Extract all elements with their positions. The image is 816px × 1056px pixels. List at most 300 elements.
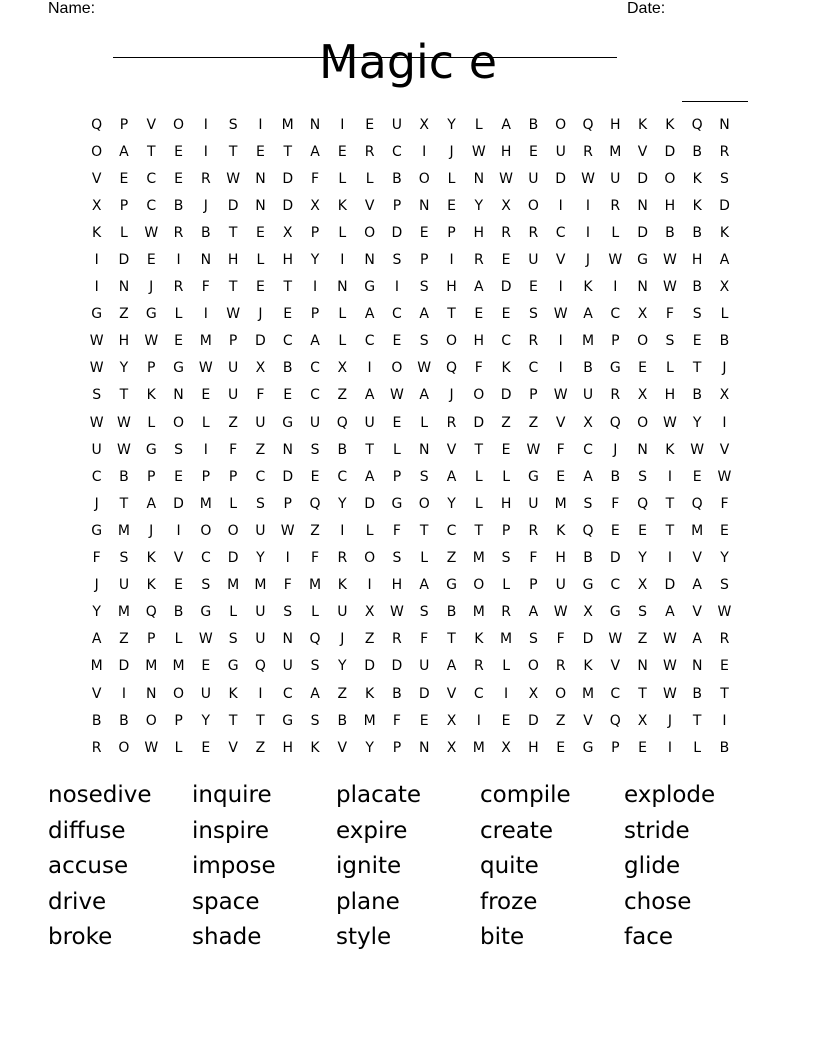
grid-letter[interactable]: E [310, 468, 320, 485]
grid-letter[interactable]: V [719, 441, 730, 458]
grid-letter[interactable]: S [228, 631, 238, 648]
grid-letter[interactable]: J [613, 441, 618, 458]
grid-letter[interactable]: X [501, 739, 511, 756]
grid-letter[interactable]: A [692, 577, 702, 594]
grid-letter[interactable]: I [722, 414, 727, 431]
grid-letter[interactable]: N [418, 739, 430, 756]
grid-letter[interactable]: I [585, 197, 591, 214]
grid-letter[interactable]: D [282, 170, 294, 187]
grid-letter[interactable]: F [720, 495, 729, 512]
grid-letter[interactable]: R [610, 197, 621, 214]
grid-letter[interactable]: D [282, 468, 294, 485]
grid-letter[interactable]: I [394, 279, 399, 296]
grid-letter[interactable]: C [337, 468, 348, 485]
grid-letter[interactable]: E [174, 577, 183, 594]
grid-letter[interactable]: Q [609, 414, 621, 431]
grid-letter[interactable]: Q [691, 116, 703, 133]
grid-letter[interactable]: A [364, 468, 375, 485]
grid-letter[interactable]: M [472, 604, 485, 621]
grid-letter[interactable]: D [637, 224, 648, 241]
grid-letter[interactable]: Q [309, 495, 321, 512]
grid-letter[interactable]: W [198, 631, 213, 648]
grid-letter[interactable]: P [611, 739, 620, 756]
grid-letter[interactable]: B [719, 739, 730, 756]
grid-letter[interactable]: I [312, 279, 318, 296]
grid-letter[interactable]: L [420, 550, 429, 567]
grid-letter[interactable]: Y [474, 197, 484, 214]
grid-letter[interactable]: K [637, 116, 648, 133]
grid-letter[interactable]: I [667, 739, 672, 756]
grid-letter[interactable]: L [665, 360, 674, 377]
grid-letter[interactable]: M [145, 658, 158, 675]
grid-letter[interactable]: H [500, 143, 512, 160]
grid-letter[interactable]: X [637, 712, 648, 729]
grid-letter[interactable]: V [364, 197, 375, 214]
grid-letter[interactable]: W [662, 252, 677, 269]
grid-letter[interactable]: J [449, 143, 454, 160]
grid-letter[interactable]: U [255, 631, 266, 648]
grid-letter[interactable]: E [283, 306, 293, 323]
grid-letter[interactable]: E [556, 739, 566, 756]
grid-letter[interactable]: M [172, 658, 185, 675]
grid-letter[interactable]: O [473, 387, 485, 404]
grid-letter[interactable]: O [527, 197, 539, 214]
grid-letter[interactable]: L [229, 495, 238, 512]
grid-letter[interactable]: N [255, 197, 266, 214]
grid-letter[interactable]: P [392, 197, 402, 214]
grid-letter[interactable]: R [200, 170, 211, 187]
grid-letter[interactable]: M [472, 550, 485, 567]
grid-letter[interactable]: D [282, 197, 294, 214]
grid-letter[interactable]: F [529, 550, 538, 567]
grid-letter[interactable]: V [446, 685, 457, 702]
grid-letter[interactable]: L [420, 414, 429, 431]
grid-letter[interactable]: M [90, 658, 103, 675]
grid-letter[interactable]: S [501, 550, 511, 567]
grid-letter[interactable]: R [173, 224, 184, 241]
grid-letter[interactable]: P [201, 468, 211, 485]
grid-letter[interactable]: X [364, 604, 375, 621]
grid-letter[interactable]: U [228, 387, 239, 404]
grid-letter[interactable]: G [282, 414, 294, 431]
grid-letter[interactable]: L [201, 414, 210, 431]
grid-letter[interactable]: U [528, 495, 539, 512]
grid-letter[interactable]: Z [528, 414, 539, 431]
grid-letter[interactable]: S [638, 604, 648, 621]
grid-letter[interactable]: L [502, 468, 510, 485]
grid-letter[interactable]: W [553, 387, 568, 404]
grid-letter[interactable]: R [446, 414, 457, 431]
grid-letter[interactable]: E [638, 739, 648, 756]
grid-letter[interactable]: J [340, 631, 345, 648]
grid-letter[interactable]: D [391, 224, 403, 241]
grid-letter[interactable]: A [146, 495, 157, 512]
grid-letter[interactable]: B [665, 224, 675, 241]
grid-letter[interactable]: O [555, 116, 567, 133]
grid-letter[interactable]: W [144, 224, 159, 241]
grid-letter[interactable]: M [581, 333, 595, 350]
grid-letter[interactable]: I [367, 360, 372, 377]
grid-letter[interactable]: L [147, 414, 156, 431]
grid-letter[interactable]: B [692, 143, 702, 160]
grid-letter[interactable]: D [719, 197, 730, 214]
grid-letter[interactable]: G [582, 577, 594, 594]
grid-letter[interactable]: X [446, 712, 457, 729]
grid-letter[interactable]: B [692, 685, 702, 702]
grid-letter[interactable]: R [91, 739, 102, 756]
grid-letter[interactable]: A [446, 658, 457, 675]
grid-letter[interactable]: U [118, 577, 130, 594]
grid-letter[interactable]: I [121, 685, 127, 702]
grid-letter[interactable]: M [554, 495, 567, 512]
grid-letter[interactable]: F [256, 387, 265, 404]
grid-letter[interactable]: T [474, 522, 484, 539]
grid-letter[interactable]: P [529, 577, 538, 594]
grid-letter[interactable]: F [229, 441, 238, 458]
grid-letter[interactable]: B [282, 360, 293, 377]
grid-letter[interactable]: U [282, 658, 293, 675]
grid-letter[interactable]: D [227, 550, 239, 567]
grid-letter[interactable]: N [637, 197, 648, 214]
grid-letter[interactable]: W [144, 739, 159, 756]
grid-letter[interactable]: G [145, 441, 157, 458]
grid-letter[interactable]: G [173, 360, 184, 377]
grid-letter[interactable]: Q [637, 495, 649, 512]
grid-letter[interactable]: J [667, 712, 672, 729]
grid-letter[interactable]: H [555, 550, 566, 567]
grid-letter[interactable]: L [502, 658, 510, 675]
grid-letter[interactable]: R [528, 333, 539, 350]
grid-letter[interactable]: T [720, 685, 729, 702]
grid-letter[interactable]: M [281, 116, 294, 133]
grid-letter[interactable]: B [692, 224, 702, 241]
grid-letter[interactable]: A [719, 252, 730, 269]
grid-letter[interactable]: O [418, 170, 430, 187]
grid-letter[interactable]: I [203, 306, 208, 323]
grid-letter[interactable]: I [558, 333, 563, 350]
grid-letter[interactable]: H [282, 739, 293, 756]
grid-letter[interactable]: Y [119, 360, 129, 377]
grid-letter[interactable]: T [447, 631, 456, 648]
grid-letter[interactable]: H [610, 116, 621, 133]
grid-letter[interactable]: P [529, 387, 538, 404]
grid-letter[interactable]: J [258, 306, 263, 323]
grid-letter[interactable]: Q [445, 360, 458, 377]
grid-letter[interactable]: A [692, 631, 702, 648]
grid-letter[interactable]: T [228, 712, 238, 729]
grid-letter[interactable]: E [392, 414, 402, 431]
grid-letter[interactable]: E [146, 252, 156, 269]
grid-letter[interactable]: T [419, 522, 429, 539]
grid-letter[interactable]: V [91, 170, 102, 187]
grid-letter[interactable]: O [445, 333, 458, 350]
grid-letter[interactable]: L [338, 306, 347, 323]
grid-letter[interactable]: T [119, 495, 129, 512]
grid-letter[interactable]: S [583, 495, 593, 512]
grid-letter[interactable]: H [446, 279, 457, 296]
grid-letter[interactable]: V [555, 414, 566, 431]
grid-letter[interactable]: U [200, 685, 211, 702]
grid-letter[interactable]: B [119, 712, 129, 729]
grid-letter[interactable]: Z [255, 441, 266, 458]
grid-letter[interactable]: W [608, 631, 623, 648]
grid-letter[interactable]: E [174, 333, 183, 350]
grid-letter[interactable]: P [310, 306, 320, 323]
grid-letter[interactable]: K [583, 658, 593, 675]
grid-letter[interactable]: W [526, 441, 541, 458]
grid-letter[interactable]: I [558, 360, 563, 377]
grid-letter[interactable]: E [174, 468, 183, 485]
grid-letter[interactable]: W [198, 360, 213, 377]
grid-letter[interactable]: O [391, 360, 403, 377]
grid-letter[interactable]: Y [256, 550, 265, 567]
grid-letter[interactable]: G [145, 306, 157, 323]
grid-letter[interactable]: Q [91, 116, 103, 133]
grid-letter[interactable]: D [500, 279, 512, 296]
grid-letter[interactable]: P [228, 468, 238, 485]
grid-letter[interactable]: X [419, 116, 429, 133]
grid-letter[interactable]: S [419, 468, 429, 485]
grid-letter[interactable]: O [664, 170, 676, 187]
grid-letter[interactable]: Z [119, 306, 129, 323]
grid-letter[interactable]: P [147, 631, 156, 648]
grid-letter[interactable]: R [364, 143, 375, 160]
grid-letter[interactable]: X [719, 387, 730, 404]
grid-letter[interactable]: G [391, 495, 403, 512]
grid-letter[interactable]: I [585, 224, 591, 241]
grid-letter[interactable]: N [337, 279, 348, 296]
grid-letter[interactable]: G [91, 306, 103, 323]
grid-letter[interactable]: N [173, 387, 184, 404]
grid-letter[interactable]: B [583, 360, 593, 377]
grid-letter[interactable]: O [173, 414, 185, 431]
grid-letter[interactable]: Z [337, 685, 348, 702]
grid-letter[interactable]: E [201, 658, 211, 675]
grid-letter[interactable]: Z [446, 550, 457, 567]
grid-letter[interactable]: W [608, 252, 623, 269]
grid-letter[interactable]: K [665, 116, 675, 133]
grid-letter[interactable]: C [146, 170, 157, 187]
grid-letter[interactable]: Q [582, 116, 594, 133]
grid-letter[interactable]: D [255, 333, 266, 350]
grid-letter[interactable]: I [449, 252, 454, 269]
grid-letter[interactable]: A [364, 306, 375, 323]
grid-letter[interactable]: L [365, 522, 374, 539]
grid-letter[interactable]: N [637, 279, 648, 296]
grid-letter[interactable]: E [256, 279, 265, 296]
grid-letter[interactable]: T [665, 522, 675, 539]
grid-letter[interactable]: J [94, 577, 99, 594]
grid-letter[interactable]: F [310, 550, 320, 567]
grid-letter[interactable]: C [583, 441, 593, 458]
grid-letter[interactable]: M [227, 577, 240, 594]
grid-letter[interactable]: E [256, 143, 265, 160]
grid-letter[interactable]: X [501, 197, 511, 214]
grid-letter[interactable]: G [582, 739, 594, 756]
grid-letter[interactable]: T [365, 441, 374, 458]
grid-letter[interactable]: S [92, 387, 102, 404]
grid-letter[interactable]: J [94, 495, 99, 512]
grid-letter[interactable]: S [419, 604, 429, 621]
grid-letter[interactable]: S [419, 279, 429, 296]
grid-letter[interactable]: K [474, 631, 484, 648]
grid-letter[interactable]: C [364, 333, 375, 350]
grid-letter[interactable]: C [610, 685, 621, 702]
grid-letter[interactable]: B [91, 712, 102, 729]
grid-letter[interactable]: E [283, 387, 293, 404]
grid-letter[interactable]: K [583, 279, 593, 296]
grid-letter[interactable]: F [420, 631, 429, 648]
grid-letter[interactable]: A [528, 604, 539, 621]
grid-letter[interactable]: T [474, 441, 484, 458]
grid-letter[interactable]: S [310, 441, 320, 458]
grid-letter[interactable]: Z [255, 739, 266, 756]
grid-letter[interactable]: O [637, 414, 649, 431]
grid-letter[interactable]: Z [364, 631, 375, 648]
grid-letter[interactable]: G [200, 604, 212, 621]
grid-letter[interactable]: R [719, 143, 730, 160]
grid-letter[interactable]: W [499, 170, 514, 187]
grid-letter[interactable]: D [473, 414, 485, 431]
grid-letter[interactable]: U [91, 441, 102, 458]
grid-letter[interactable]: A [119, 143, 129, 160]
grid-letter[interactable]: A [446, 468, 457, 485]
grid-letter[interactable]: K [146, 387, 156, 404]
grid-letter[interactable]: V [555, 252, 566, 269]
grid-letter[interactable]: M [117, 522, 130, 539]
grid-letter[interactable]: N [146, 685, 157, 702]
grid-letter[interactable]: I [340, 252, 345, 269]
grid-letter[interactable]: W [280, 522, 295, 539]
grid-letter[interactable]: F [556, 441, 565, 458]
grid-letter[interactable]: I [558, 197, 563, 214]
grid-letter[interactable]: S [720, 577, 729, 594]
grid-letter[interactable]: V [446, 441, 457, 458]
grid-letter[interactable]: L [174, 739, 183, 756]
grid-letter[interactable]: G [527, 468, 539, 485]
grid-letter[interactable]: V [146, 116, 157, 133]
grid-letter[interactable]: J [722, 360, 727, 377]
grid-letter[interactable]: C [200, 550, 211, 567]
grid-letter[interactable]: M [581, 685, 595, 702]
grid-letter[interactable]: W [89, 414, 104, 431]
grid-letter[interactable]: I [367, 577, 372, 594]
grid-letter[interactable]: J [149, 279, 154, 296]
grid-letter[interactable]: I [476, 712, 481, 729]
grid-letter[interactable]: Z [119, 631, 129, 648]
grid-letter[interactable]: X [583, 414, 593, 431]
grid-letter[interactable]: D [555, 170, 567, 187]
grid-letter[interactable]: T [146, 143, 156, 160]
grid-letter[interactable]: M [363, 712, 376, 729]
grid-letter[interactable]: K [365, 685, 375, 702]
grid-letter[interactable]: Z [337, 387, 348, 404]
grid-letter[interactable]: O [364, 550, 376, 567]
grid-letter[interactable]: G [637, 252, 649, 269]
grid-letter[interactable]: N [418, 197, 430, 214]
grid-letter[interactable]: B [446, 604, 457, 621]
grid-letter[interactable]: X [446, 739, 457, 756]
grid-letter[interactable]: D [418, 685, 430, 702]
grid-letter[interactable]: F [556, 631, 565, 648]
grid-letter[interactable]: I [258, 685, 263, 702]
grid-letter[interactable]: E [692, 333, 702, 350]
grid-letter[interactable]: E [119, 170, 129, 187]
grid-letter[interactable]: A [364, 387, 375, 404]
grid-letter[interactable]: A [583, 306, 593, 323]
grid-letter[interactable]: W [226, 306, 241, 323]
grid-letter[interactable]: U [555, 143, 566, 160]
grid-letter[interactable]: W [553, 306, 568, 323]
grid-letter[interactable]: T [228, 279, 238, 296]
grid-letter[interactable]: L [365, 170, 374, 187]
grid-letter[interactable]: I [340, 116, 345, 133]
grid-letter[interactable]: L [611, 224, 620, 241]
grid-letter[interactable]: Y [638, 550, 647, 567]
grid-letter[interactable]: H [664, 197, 676, 214]
grid-letter[interactable]: E [337, 143, 347, 160]
grid-letter[interactable]: I [340, 522, 345, 539]
grid-letter[interactable]: X [637, 306, 648, 323]
grid-letter[interactable]: C [146, 197, 157, 214]
grid-letter[interactable]: L [229, 604, 238, 621]
grid-letter[interactable]: D [528, 712, 539, 729]
grid-letter[interactable]: L [474, 116, 483, 133]
grid-letter[interactable]: N [691, 658, 703, 675]
grid-letter[interactable]: V [173, 550, 184, 567]
grid-letter[interactable]: N [282, 441, 293, 458]
grid-letter[interactable]: U [555, 577, 566, 594]
grid-letter[interactable]: A [583, 468, 593, 485]
grid-letter[interactable]: U [610, 170, 621, 187]
grid-letter[interactable]: C [528, 360, 539, 377]
grid-letter[interactable]: N [637, 658, 648, 675]
grid-letter[interactable]: U [337, 604, 348, 621]
grid-letter[interactable]: H [528, 739, 539, 756]
grid-letter[interactable]: S [528, 306, 538, 323]
grid-letter[interactable]: E [392, 333, 402, 350]
grid-letter[interactable]: Y [338, 495, 347, 512]
grid-letter[interactable]: X [528, 685, 539, 702]
grid-letter[interactable]: L [311, 604, 319, 621]
grid-letter[interactable]: P [310, 224, 320, 241]
grid-letter[interactable]: R [610, 387, 621, 404]
grid-letter[interactable]: F [474, 360, 483, 377]
grid-letter[interactable]: N [719, 116, 730, 133]
grid-letter[interactable]: L [120, 224, 128, 241]
grid-letter[interactable]: E [501, 252, 511, 269]
grid-letter[interactable]: E [692, 468, 702, 485]
grid-letter[interactable]: B [692, 279, 702, 296]
grid-letter[interactable]: E [174, 170, 183, 187]
grid-letter[interactable]: R [528, 522, 539, 539]
grid-letter[interactable]: U [419, 658, 430, 675]
grid-letter[interactable]: W [662, 631, 677, 648]
grid-letter[interactable]: E [720, 658, 729, 675]
grid-letter[interactable]: C [392, 306, 402, 323]
grid-letter[interactable]: Q [582, 522, 594, 539]
grid-letter[interactable]: W [690, 441, 705, 458]
grid-letter[interactable]: Z [637, 631, 648, 648]
grid-letter[interactable]: V [692, 604, 702, 621]
grid-letter[interactable]: H [500, 495, 512, 512]
grid-letter[interactable]: W [662, 658, 677, 675]
grid-letter[interactable]: O [173, 685, 185, 702]
grid-letter[interactable]: D [364, 658, 375, 675]
grid-letter[interactable]: B [528, 116, 539, 133]
grid-letter[interactable]: P [283, 495, 292, 512]
grid-letter[interactable]: N [473, 170, 485, 187]
